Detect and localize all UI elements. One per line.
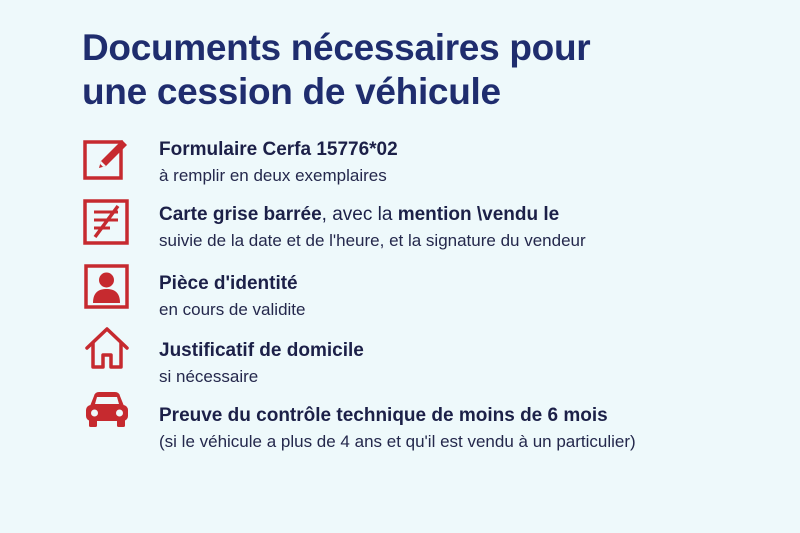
list-item-controle-technique xyxy=(0,386,800,451)
item-detail: à remplir en deux exemplaires xyxy=(159,166,387,185)
item-detail: suivie de la date et de l'heure, et la signature du vendeur xyxy=(159,231,586,250)
list-item-identite xyxy=(0,262,800,322)
form-pencil-icon xyxy=(82,134,132,184)
item-heading: Pièce d'identité xyxy=(159,273,298,294)
list-item-cerfa xyxy=(0,132,800,192)
item-heading: Formulaire Cerfa 15776*02 xyxy=(159,139,398,160)
item-detail: en cours de validite xyxy=(159,300,306,319)
title-line-1: Documents nécessaires pour xyxy=(82,27,591,68)
title-line-2: une cession de véhicule xyxy=(82,71,501,112)
crossed-document-icon xyxy=(82,197,132,247)
item-heading-mention: mention \vendu le xyxy=(397,204,560,225)
identity-card-icon xyxy=(82,262,132,312)
item-detail: (si le véhicule a plus de 4 ans et qu'il est vendu à un particulier) xyxy=(159,432,636,451)
house-icon xyxy=(82,323,132,373)
item-heading: Justificatif de domicile xyxy=(159,340,364,361)
list-item-domicile xyxy=(0,323,800,386)
item-heading-connector: , avec la xyxy=(321,204,398,225)
item-detail: si nécessaire xyxy=(159,367,259,386)
page-title xyxy=(82,26,590,114)
list-item-carte-grise xyxy=(0,195,800,255)
car-icon xyxy=(82,386,132,436)
item-heading: Preuve du contrôle technique de moins de 6 mois xyxy=(159,405,608,426)
item-heading-bold: Carte grise barrée xyxy=(159,204,322,225)
